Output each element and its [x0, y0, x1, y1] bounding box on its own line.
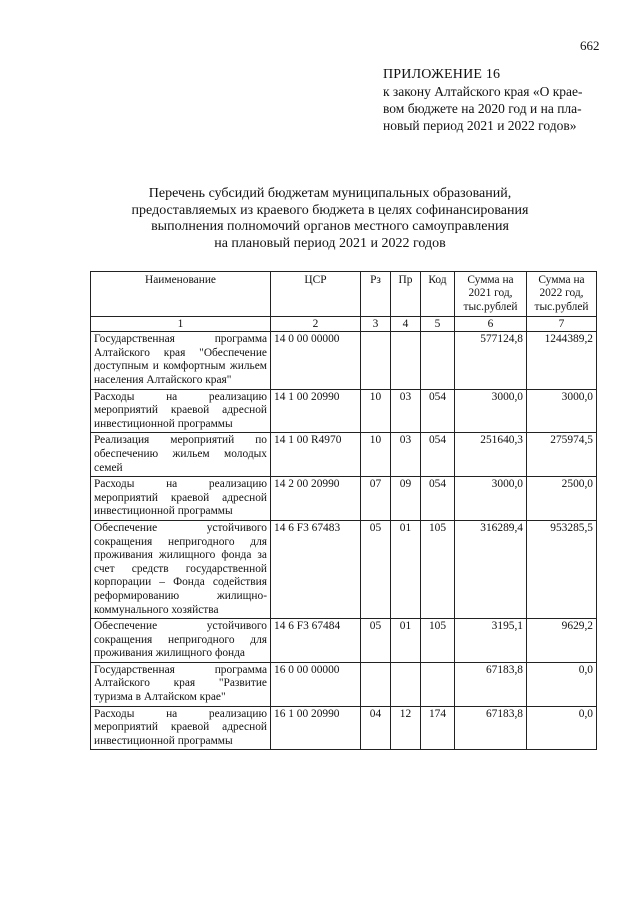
cell-csr: 14 1 00 R4970 [271, 433, 361, 477]
column-number: 3 [361, 317, 391, 332]
header-kod: Код [421, 272, 455, 317]
table-row [91, 389, 597, 433]
cell-pr: 01 [391, 619, 421, 663]
title-line: на плановый период 2021 и 2022 годов [214, 235, 446, 251]
cell-csr: 14 6 F3 67483 [271, 520, 361, 618]
table-row [91, 662, 597, 706]
header-pr: Пр [391, 272, 421, 317]
table-row [91, 706, 597, 750]
column-number: 2 [271, 317, 361, 332]
cell-kod: 105 [421, 520, 455, 618]
cell-pr: 01 [391, 520, 421, 618]
cell-rz: 07 [361, 477, 391, 521]
cell-sum-2021: 251640,3 [455, 433, 527, 477]
column-number: 5 [421, 317, 455, 332]
cell-csr: 14 0 00 00000 [271, 332, 361, 389]
cell-pr [391, 662, 421, 706]
table-row [91, 619, 597, 663]
cell-csr: 14 2 00 20990 [271, 477, 361, 521]
table-row [91, 433, 597, 477]
cell-kod: 054 [421, 477, 455, 521]
cell-rz [361, 662, 391, 706]
header-rz: Рз [361, 272, 391, 317]
cell-name: Государственная программа Алтайского края "Обеспечение доступным и комфортным жильем населения Алтайского края" [91, 332, 271, 389]
cell-sum-2021: 67183,8 [455, 706, 527, 750]
cell-name: Расходы на реализацию мероприятий краевой адресной инвестиционной программы [91, 706, 271, 750]
cell-kod: 054 [421, 389, 455, 433]
appendix-heading: ПРИЛОЖЕНИЕ 16 [383, 67, 501, 82]
cell-name: Обеспечение устойчивого сокращения непригодного для проживания жилищного фонда за счет средств государственной корпорации – Фонда содействия реформированию жилищно-коммунального хозяйства [91, 520, 271, 618]
cell-csr: 14 6 F3 67484 [271, 619, 361, 663]
table-body [91, 317, 597, 750]
cell-kod [421, 332, 455, 389]
cell-pr: 03 [391, 433, 421, 477]
cell-csr: 14 1 00 20990 [271, 389, 361, 433]
title-line: предоставляемых из краевого бюджета в целях софинансирования [131, 202, 529, 218]
table-header-row [91, 272, 597, 317]
table-row [91, 477, 597, 521]
title-line: Перечень субсидий бюджетам муниципальных образований, [148, 186, 512, 201]
page-number: 662 [580, 38, 600, 53]
cell-name: Расходы на реализацию мероприятий краевой адресной инвестиционной программы [91, 477, 271, 521]
cell-sum-2022: 3000,0 [527, 389, 597, 433]
header-csr: ЦСР [271, 272, 361, 317]
appendix-block [383, 66, 613, 134]
header-name: Наименование [91, 272, 271, 317]
cell-sum-2021: 67183,8 [455, 662, 527, 706]
cell-name: Расходы на реализацию мероприятий краевой адресной инвестиционной программы [91, 389, 271, 433]
appendix-line: к закону Алтайского края «О крае- [383, 84, 583, 99]
table-row [91, 520, 597, 618]
cell-rz: 10 [361, 389, 391, 433]
cell-rz: 05 [361, 520, 391, 618]
title-line: выполнения полномочий органов местного самоуправления [151, 219, 509, 234]
cell-name: Реализация мероприятий по обеспечению жильем молодых семей [91, 433, 271, 477]
cell-sum-2022: 0,0 [527, 662, 597, 706]
cell-sum-2022: 2500,0 [527, 477, 597, 521]
cell-pr [391, 332, 421, 389]
cell-kod: 174 [421, 706, 455, 750]
cell-sum-2022: 1244389,2 [527, 332, 597, 389]
cell-rz: 10 [361, 433, 391, 477]
cell-rz [361, 332, 391, 389]
column-number: 4 [391, 317, 421, 332]
cell-csr: 16 1 00 20990 [271, 706, 361, 750]
column-number: 6 [455, 317, 527, 332]
cell-sum-2021: 3195,1 [455, 619, 527, 663]
header-sum-2022: Сумма на 2022 год, тыс.рублей [527, 272, 597, 317]
cell-pr: 09 [391, 477, 421, 521]
appendix-line: вом бюджете на 2020 год и на пла- [383, 101, 582, 116]
cell-name: Государственная программа Алтайского края "Развитие туризма в Алтайском крае" [91, 662, 271, 706]
cell-sum-2021: 3000,0 [455, 477, 527, 521]
cell-sum-2021: 316289,4 [455, 520, 527, 618]
cell-sum-2022: 9629,2 [527, 619, 597, 663]
cell-kod [421, 662, 455, 706]
document-title [100, 186, 560, 252]
cell-sum-2022: 275974,5 [527, 433, 597, 477]
appendix-line: новый период 2021 и 2022 годов» [383, 118, 577, 133]
header-sum-2021: Сумма на 2021 год, тыс.рублей [455, 272, 527, 317]
cell-name: Обеспечение устойчивого сокращения непригодного для проживания жилищного фонда [91, 619, 271, 663]
cell-sum-2022: 953285,5 [527, 520, 597, 618]
cell-pr: 03 [391, 389, 421, 433]
subsidies-table [90, 271, 597, 750]
column-number: 7 [527, 317, 597, 332]
cell-sum-2022: 0,0 [527, 706, 597, 750]
column-number-row [91, 317, 597, 332]
cell-kod: 105 [421, 619, 455, 663]
column-number: 1 [91, 317, 271, 332]
cell-pr: 12 [391, 706, 421, 750]
cell-sum-2021: 3000,0 [455, 389, 527, 433]
cell-csr: 16 0 00 00000 [271, 662, 361, 706]
cell-kod: 054 [421, 433, 455, 477]
cell-sum-2021: 577124,8 [455, 332, 527, 389]
cell-rz: 04 [361, 706, 391, 750]
table-row [91, 332, 597, 389]
cell-rz: 05 [361, 619, 391, 663]
